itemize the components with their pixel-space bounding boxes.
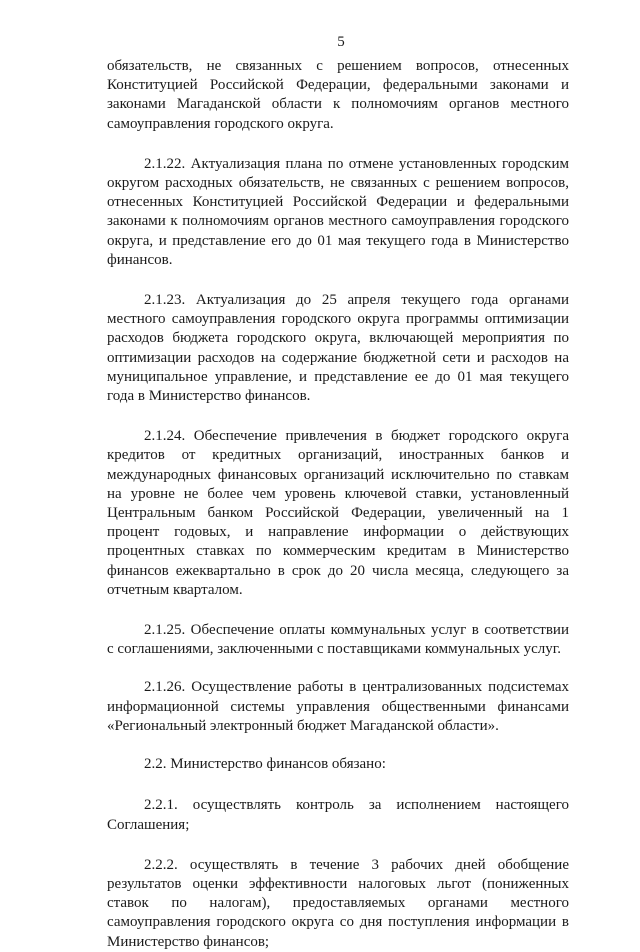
paragraph-continuation: обязательств, не связанных с решением вопросов, отнесенных Конституцией Российской Федерации, федеральными законами и законами Магаданской области к полномочиям органов местного самоуправления городского округа.	[107, 58, 569, 132]
paragraph-2-1-22: 2.1.22. Актуализация плана по отмене установленных городским округом расходных обязательств, не связанных с решением вопросов, отнесенных Конституцией Российской Федерации и федеральными законами к полномочиям органов местного самоуправления городского округа, и представление его до 01 мая текущего года в Министерство финансов.	[107, 155, 569, 268]
paragraph-2-2-2: 2.2.2. осуществлять в течение 3 рабочих дней обобщение результатов оценки эффективности налоговых льгот (пониженных ставок по налогам), предоставляемых органами местного самоуправления городского округа со дня поступления информации в Министерство финансов;	[107, 856, 569, 950]
page-number: 5	[337, 34, 345, 50]
document-body	[107, 57, 569, 952]
paragraph-2-2-1: 2.2.1. осуществлять контроль за исполнением настоящего Соглашения;	[107, 797, 569, 833]
paragraph-2-2: 2.2. Министерство финансов обязано:	[144, 756, 386, 773]
paragraph-2-1-25: 2.1.25. Обеспечение оплаты коммунальных услуг в соответствии с соглашениями, заключенными с поставщиками коммунальных услуг.	[107, 622, 569, 658]
paragraph-2-1-24: 2.1.24. Обеспечение привлечения в бюджет городского округа кредитов от кредитных организаций, иностранных банков и международных финансовых организаций исключительно по ставкам на уровне не более чем уровень ключевой ставки, установленный Центральным банком Российской Федерации, увеличенный на 1 процент годовых, и направление информации о действующих процентных ставках по коммерческим кредитам в Министерство финансов ежеквартально в срок до 20 числа месяца, следующего за отчетным кварталом.	[107, 428, 569, 598]
paragraph-2-1-26: 2.1.26. Осуществление работы в централизованных подсистемах информационной системы управления общественными финансами «Региональный электронный бюджет Магаданской области».	[107, 679, 569, 734]
paragraph-2-1-23: 2.1.23. Актуализация до 25 апреля текущего года органами местного самоуправления городского округа программы оптимизации расходов бюджета городского округа, включающей мероприятия по оптимизации расходов на содержание бюджетной сети и расходов на муниципальное управление, и представление ее до 01 мая текущего года в Министерство финансов.	[107, 292, 569, 405]
